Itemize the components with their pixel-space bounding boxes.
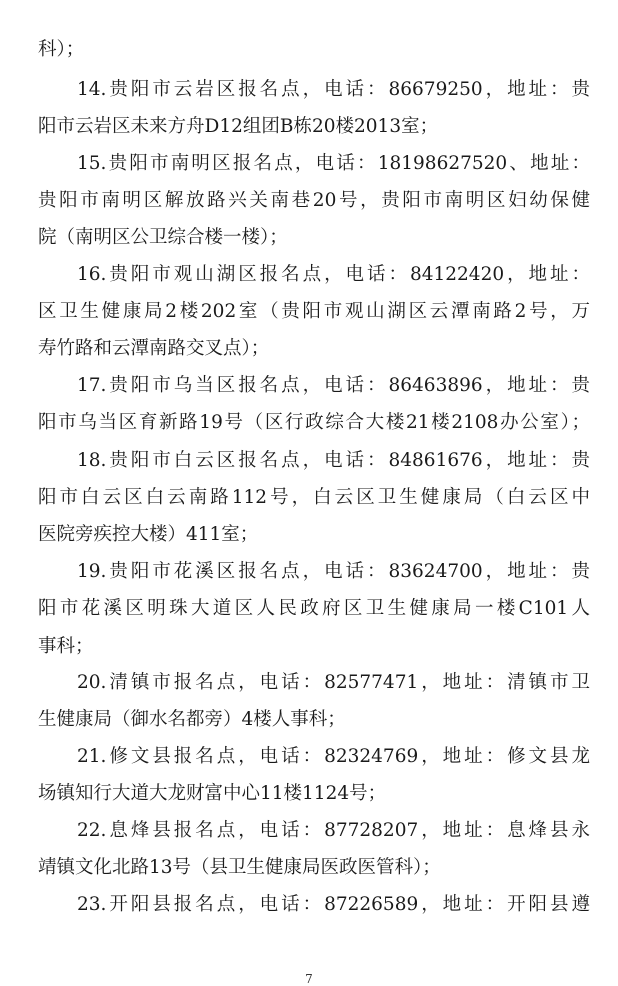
text-line: 阳市白云区白云南路112号，白云区卫生健康局（白云区中: [38, 487, 590, 508]
text-line: 寿竹路和云潭南路交叉点）；: [38, 338, 270, 359]
text-line: 场镇知行大道大龙财富中心11楼1124号；: [38, 783, 387, 804]
text-line: 生健康局（御水名都旁）4楼人事科；: [38, 709, 346, 730]
entry-17-line: 17.贵阳市乌当区报名点，电话：86463896，地址：贵: [77, 375, 590, 396]
text-line: 阳市花溪区明珠大道区人民政府区卫生健康局一楼C101人: [38, 598, 590, 619]
text-line: 区卫生健康局2楼202室（贵阳市观山湖区云潭南路2号，万: [38, 301, 590, 322]
text-line: 医院旁疾控大楼）411室；: [38, 524, 259, 545]
text-line: 阳市云岩区未来方舟D12组团B栋20楼2013室；: [38, 116, 439, 137]
entry-20-line: 20.清镇市报名点，电话：82577471，地址：清镇市卫: [77, 672, 590, 693]
text-line: 院（南明区公卫综合楼一楼）；: [38, 227, 288, 248]
text-line: 贵阳市南明区解放路兴关南巷20号，贵阳市南明区妇幼保健: [38, 190, 590, 211]
text-line: 事科；: [38, 636, 94, 657]
text-line: 阳市乌当区育新路19号（区行政综合大楼21楼2108办公室）；: [38, 412, 590, 433]
page-number: 7: [305, 972, 313, 986]
entry-15-line: 15.贵阳市南明区报名点，电话：18198627520、地址：: [77, 153, 590, 174]
text-line: 科）；: [38, 39, 85, 60]
entry-23-line: 23.开阳县报名点，电话：87226589，地址：开阳县遵: [77, 894, 590, 915]
entry-21-line: 21.修文县报名点，电话：82324769，地址：修文县龙: [77, 746, 590, 767]
entry-16-line: 16.贵阳市观山湖区报名点，电话：84122420，地址：: [77, 264, 590, 285]
text-line: 靖镇文化北路13号（县卫生健康局医政医管科）；: [38, 857, 441, 878]
entry-18-line: 18.贵阳市白云区报名点，电话：84861676，地址：贵: [77, 450, 590, 471]
entry-19-line: 19.贵阳市花溪区报名点，电话：83624700，地址：贵: [77, 561, 590, 582]
entry-22-line: 22.息烽县报名点，电话：87728207，地址：息烽县永: [77, 820, 590, 841]
entry-14-line: 14.贵阳市云岩区报名点，电话：86679250，地址：贵: [77, 79, 590, 100]
